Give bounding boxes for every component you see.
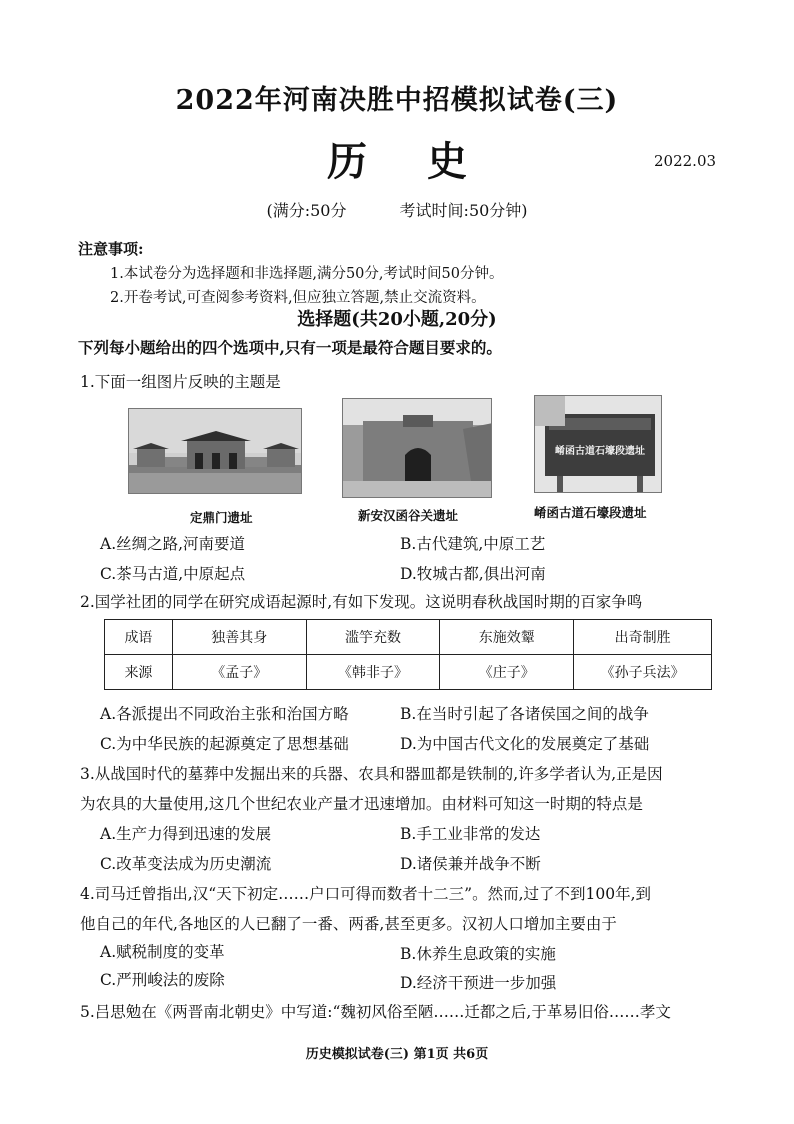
q2-option-d: D.为中国古代文化的发展奠定了基础 bbox=[400, 735, 650, 753]
exam-title: 2022年河南决胜中招模拟试卷(三) bbox=[175, 85, 619, 116]
section-instruction: 下列每小题给出的四个选项中,只有一项是最符合题目要求的。 bbox=[78, 338, 502, 357]
table-cell: 出奇制胜 bbox=[574, 620, 712, 655]
table-cell: 成语 bbox=[105, 620, 173, 655]
q3-stem-line1: 3.从战国时代的墓葬中发掘出来的兵器、农具和器皿都是铁制的,许多学者认为,正是因 bbox=[80, 765, 663, 783]
table-cell: 《庄子》 bbox=[440, 655, 574, 690]
q2-option-b: B.在当时引起了各诸侯国之间的战争 bbox=[400, 705, 649, 723]
q1-option-a: A.丝绸之路,河南要道 bbox=[100, 535, 246, 553]
note-item: 1.本试卷分为选择题和非选择题,满分50分,考试时间50分钟。 bbox=[110, 266, 504, 282]
q4-option-a: A.赋税制度的变革 bbox=[100, 943, 225, 961]
q2-stem: 2.国学社团的同学在研究成语起源时,有如下发现。这说明春秋战国时期的百家争鸣 bbox=[80, 593, 643, 611]
note-item: 2.开卷考试,可查阅参考资料,但应独立答题,禁止交流资料。 bbox=[110, 290, 486, 306]
sign-text: 崤函古道石壕段遗址 bbox=[555, 446, 645, 457]
table-cell: 滥竽充数 bbox=[306, 620, 440, 655]
q4-option-d: D.经济干预进一步加强 bbox=[400, 974, 557, 992]
q4-option-b: B.休养生息政策的实施 bbox=[400, 945, 556, 963]
subject-title: 历史 bbox=[327, 138, 527, 185]
q5-stem-line1: 5.吕思勉在《两晋南北朝史》中写道:“魏初风俗至陋……迁都之后,于革易旧俗……孝文 bbox=[80, 1003, 671, 1021]
q3-option-d: D.诸侯兼并战争不断 bbox=[400, 855, 541, 873]
table-cell: 来源 bbox=[105, 655, 173, 690]
exam-date: 2022.03 bbox=[654, 152, 717, 170]
q2-option-c: C.为中华民族的起源奠定了思想基础 bbox=[100, 735, 349, 753]
table-cell: 东施效颦 bbox=[440, 620, 574, 655]
caption-dingding-gate: 定鼎门遗址 bbox=[190, 510, 253, 525]
dingding-gate-photo bbox=[128, 408, 302, 494]
caption-hangu-pass: 新安汉函谷关遗址 bbox=[358, 508, 459, 523]
q1-stem: 1.下面一组图片反映的主题是 bbox=[80, 373, 281, 391]
table-row bbox=[105, 655, 712, 690]
table-row bbox=[105, 620, 712, 655]
page-footer: 历史模拟试卷(三) 第1页 共6页 bbox=[305, 1047, 489, 1062]
table-cell: 《韩非子》 bbox=[306, 655, 440, 690]
table-cell: 《孙子兵法》 bbox=[574, 655, 712, 690]
q2-option-a: A.各派提出不同政治主张和治国方略 bbox=[100, 705, 349, 723]
q4-stem-line2: 他自己的年代,各地区的人已翻了一番、两番,甚至更多。汉初人口增加主要由于 bbox=[80, 915, 617, 933]
full-score: (满分:50分 bbox=[266, 201, 347, 220]
score-line bbox=[0, 198, 794, 221]
table-cell: 独善其身 bbox=[172, 620, 306, 655]
shihao-road-sign-photo bbox=[534, 395, 662, 493]
q1-option-b: B.古代建筑,中原工艺 bbox=[400, 535, 546, 553]
q3-stem-line2: 为农具的大量使用,这几个世纪农业产量才迅速增加。由材料可知这一时期的特点是 bbox=[80, 795, 643, 813]
notes-title: 注意事项: bbox=[78, 240, 144, 258]
caption-shihao-road: 崤函古道石壕段遗址 bbox=[534, 505, 647, 520]
q3-option-a: A.生产力得到迅速的发展 bbox=[100, 825, 272, 843]
q4-option-c: C.严刑峻法的废除 bbox=[100, 971, 225, 989]
idiom-source-table bbox=[104, 619, 712, 690]
section-title: 选择题(共20小题,20分) bbox=[297, 309, 497, 330]
exam-time: 考试时间:50分钟) bbox=[399, 201, 528, 220]
q1-option-c: C.茶马古道,中原起点 bbox=[100, 565, 246, 583]
q3-option-b: B.手工业非常的发达 bbox=[400, 825, 541, 843]
q4-stem-line1: 4.司马迁曾指出,汉“天下初定……户口可得而数者十二三”。然而,过了不到100年,到 bbox=[80, 885, 652, 903]
table-cell: 《孟子》 bbox=[172, 655, 306, 690]
q3-option-c: C.改革变法成为历史潮流 bbox=[100, 855, 272, 873]
hangu-pass-photo bbox=[342, 398, 492, 498]
q1-option-d: D.牧城古都,俱出河南 bbox=[400, 565, 546, 583]
